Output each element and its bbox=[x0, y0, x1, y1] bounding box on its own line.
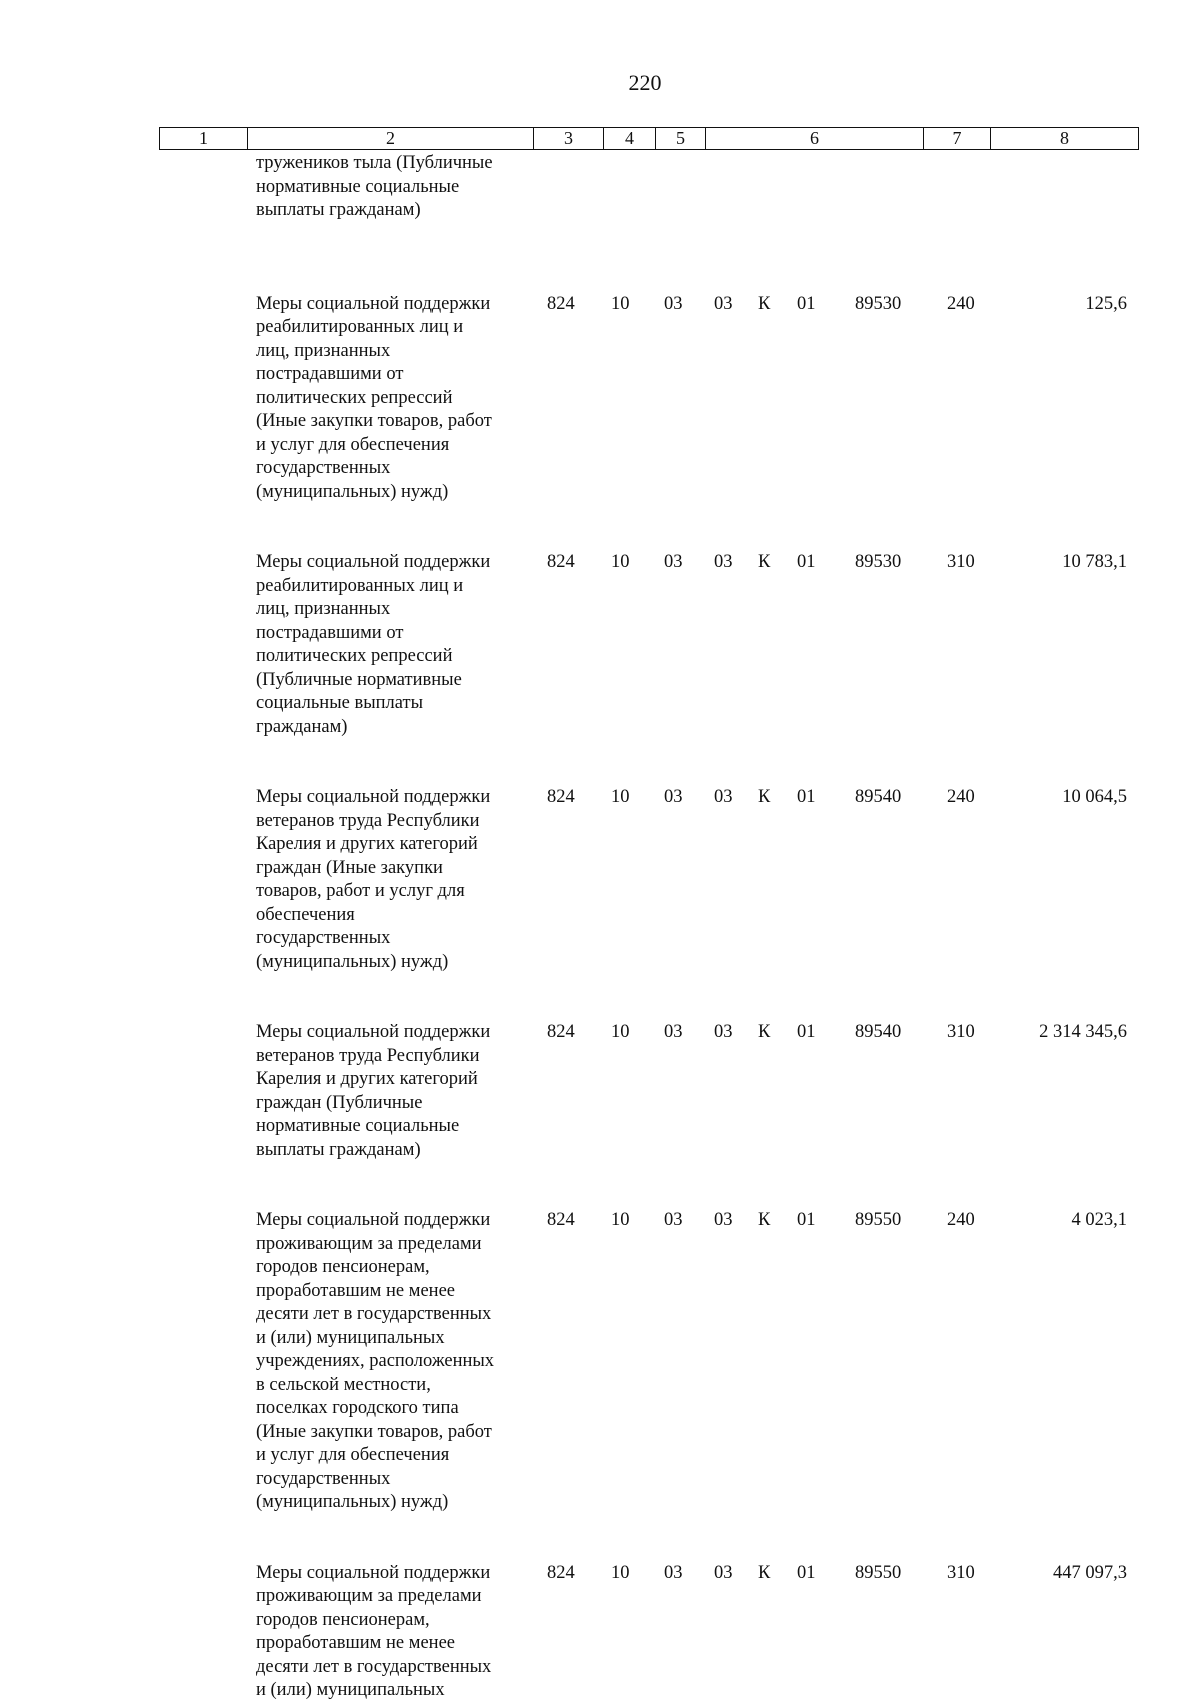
row-description bbox=[256, 1562, 518, 1703]
cell-c6a: 03 bbox=[714, 1562, 733, 1583]
description-line: товаров, работ и услуг для bbox=[256, 881, 465, 901]
description-line: реабилитированных лиц и bbox=[256, 575, 464, 596]
description-line: граждан (Иные закупки bbox=[256, 857, 443, 878]
cell-c7: 240 bbox=[947, 1210, 975, 1230]
cell-c8: 447 097,3 bbox=[1053, 1562, 1127, 1583]
header-col-7: 7 bbox=[924, 128, 991, 149]
description-line: ветеранов труда Республики bbox=[256, 1045, 480, 1066]
description-line: и услуг для обеспечения bbox=[256, 1445, 450, 1465]
header-col-4: 4 bbox=[604, 128, 656, 149]
cell-c5: 03 bbox=[664, 1562, 683, 1583]
row-description bbox=[256, 293, 518, 505]
cell-c6c: 01 bbox=[797, 1562, 816, 1583]
cell-c7: 310 bbox=[947, 552, 975, 572]
description-line: лиц, признанных bbox=[256, 340, 391, 361]
cell-c6d: 89540 bbox=[855, 1022, 902, 1042]
description-line: пострадавшими от bbox=[256, 364, 404, 384]
cell-c4: 10 bbox=[611, 787, 630, 807]
cell-c3: 824 bbox=[547, 552, 575, 572]
cell-c3: 824 bbox=[547, 787, 575, 807]
description-line: социальные выплаты bbox=[256, 693, 424, 713]
cell-c4: 10 bbox=[611, 1022, 630, 1042]
description-line: политических репрессий bbox=[256, 646, 453, 666]
cell-c6b: К bbox=[758, 293, 771, 314]
header-col-3: 3 bbox=[534, 128, 604, 149]
description-line: городов пенсионерам, bbox=[256, 1257, 430, 1277]
cell-c6d: 89530 bbox=[855, 293, 902, 314]
header-col-2: 2 bbox=[248, 128, 534, 149]
description-line: Карелия и других категорий bbox=[256, 1069, 478, 1089]
row-description bbox=[256, 786, 518, 974]
table-row bbox=[0, 551, 1200, 739]
row-description bbox=[256, 152, 518, 223]
cell-c3: 824 bbox=[547, 1210, 575, 1230]
cell-c6b: К bbox=[758, 1562, 771, 1583]
page-number: 220 bbox=[628, 70, 662, 95]
cell-c6d: 89530 bbox=[855, 552, 902, 572]
cell-c4: 10 bbox=[611, 552, 630, 572]
header-col-8: 8 bbox=[1060, 128, 1069, 148]
description-line: проживающим за пределами bbox=[256, 1586, 482, 1606]
cell-c6c: 01 bbox=[797, 552, 816, 572]
description-line: нормативные социальные bbox=[256, 1116, 460, 1136]
cell-c6d: 89550 bbox=[855, 1210, 902, 1230]
description-line: выплаты гражданам) bbox=[256, 200, 421, 220]
description-line: (муниципальных) нужд) bbox=[256, 1492, 449, 1512]
header-col-1: 1 bbox=[160, 128, 248, 149]
cell-c8: 2 314 345,6 bbox=[1039, 1022, 1127, 1042]
cell-c3: 824 bbox=[547, 1022, 575, 1042]
description-line: выплаты гражданам) bbox=[256, 1139, 421, 1160]
cell-c5: 03 bbox=[664, 552, 683, 572]
description-line: проработавшим не менее bbox=[256, 1633, 455, 1653]
header-col-6: 6 bbox=[706, 128, 924, 149]
description-line: (муниципальных) нужд) bbox=[256, 481, 449, 502]
cell-c7: 310 bbox=[947, 1022, 975, 1042]
cell-c3: 824 bbox=[547, 1562, 575, 1583]
description-line: проживающим за пределами bbox=[256, 1233, 482, 1254]
cell-c6d: 89550 bbox=[855, 1562, 902, 1583]
table-row bbox=[0, 1021, 1200, 1162]
description-line: и (или) муниципальных bbox=[256, 1680, 445, 1700]
description-line: Карелия и других категорий bbox=[256, 834, 478, 854]
cell-c8: 10 064,5 bbox=[1062, 787, 1127, 807]
cell-c5: 03 bbox=[664, 1210, 683, 1230]
cell-c5: 03 bbox=[664, 1022, 683, 1042]
description-line: городов пенсионерам, bbox=[256, 1609, 430, 1630]
description-line: лиц, признанных bbox=[256, 599, 391, 619]
cell-c6b: К bbox=[758, 787, 771, 807]
cell-c6c: 01 bbox=[797, 293, 816, 314]
description-line: Меры социальной поддержки bbox=[256, 1562, 491, 1583]
description-line: граждан (Публичные bbox=[256, 1092, 423, 1113]
description-line: политических репрессий bbox=[256, 387, 453, 408]
table-row bbox=[0, 293, 1200, 505]
cell-c7: 240 bbox=[947, 293, 975, 314]
description-line: Меры социальной поддержки bbox=[256, 787, 491, 807]
table-row bbox=[0, 1562, 1200, 1703]
table-row bbox=[0, 1209, 1200, 1515]
description-line: пострадавшими от bbox=[256, 622, 404, 643]
table-header bbox=[159, 127, 1139, 150]
description-line: (Публичные нормативные bbox=[256, 669, 462, 690]
cell-c6d: 89540 bbox=[855, 787, 902, 807]
row-description bbox=[256, 1021, 518, 1162]
description-line: ветеранов труда Республики bbox=[256, 810, 480, 831]
cell-c6a: 03 bbox=[714, 1210, 733, 1230]
cell-c6c: 01 bbox=[797, 1022, 816, 1042]
description-line: (муниципальных) нужд) bbox=[256, 951, 449, 972]
cell-c8: 125,6 bbox=[1085, 293, 1127, 314]
cell-c4: 10 bbox=[611, 293, 630, 314]
cell-c8: 4 023,1 bbox=[1071, 1210, 1127, 1230]
description-line: проработавшим не менее bbox=[256, 1280, 455, 1301]
description-line: (Иные закупки товаров, работ bbox=[256, 411, 492, 431]
description-line: десяти лет в государственных bbox=[256, 1304, 492, 1324]
description-line: учреждениях, расположенных bbox=[256, 1351, 495, 1371]
description-line: гражданам) bbox=[256, 716, 348, 737]
row-description bbox=[256, 551, 518, 739]
cell-c7: 240 bbox=[947, 787, 975, 807]
cell-c5: 03 bbox=[664, 787, 683, 807]
row-description bbox=[256, 1209, 518, 1515]
description-line: Меры социальной поддержки bbox=[256, 1022, 491, 1042]
cell-c6c: 01 bbox=[797, 787, 816, 807]
description-line: и (или) муниципальных bbox=[256, 1327, 445, 1348]
description-line: Меры социальной поддержки bbox=[256, 1210, 491, 1230]
cell-c7: 310 bbox=[947, 1562, 975, 1583]
description-line: поселках городского типа bbox=[256, 1398, 459, 1418]
description-line: государственных bbox=[256, 458, 391, 478]
description-line: нормативные социальные bbox=[256, 176, 460, 197]
cell-c8: 10 783,1 bbox=[1062, 552, 1127, 572]
description-line: в сельской местности, bbox=[256, 1374, 431, 1395]
description-line: и услуг для обеспечения bbox=[256, 434, 450, 455]
description-line: государственных bbox=[256, 1468, 391, 1489]
cell-c4: 10 bbox=[611, 1210, 630, 1230]
table-row bbox=[0, 152, 1200, 223]
description-line: реабилитированных лиц и bbox=[256, 317, 464, 337]
cell-c6a: 03 bbox=[714, 552, 733, 572]
cell-c6b: К bbox=[758, 1210, 771, 1230]
description-line: тружеников тыла (Публичные bbox=[256, 153, 493, 173]
cell-c4: 10 bbox=[611, 1562, 630, 1583]
cell-c6c: 01 bbox=[797, 1210, 816, 1230]
description-line: (Иные закупки товаров, работ bbox=[256, 1421, 492, 1442]
description-line: государственных bbox=[256, 928, 391, 948]
cell-c6a: 03 bbox=[714, 1022, 733, 1042]
cell-c6a: 03 bbox=[714, 787, 733, 807]
cell-c6b: К bbox=[758, 552, 771, 572]
header-col-5: 5 bbox=[656, 128, 706, 149]
description-line: Меры социальной поддержки bbox=[256, 552, 491, 572]
cell-c6a: 03 bbox=[714, 293, 733, 314]
table-row bbox=[0, 786, 1200, 974]
description-line: Меры социальной поддержки bbox=[256, 293, 491, 314]
description-line: обеспечения bbox=[256, 904, 355, 925]
cell-c5: 03 bbox=[664, 293, 683, 314]
cell-c3: 824 bbox=[547, 293, 575, 314]
description-line: десяти лет в государственных bbox=[256, 1656, 492, 1677]
cell-c6b: К bbox=[758, 1022, 771, 1042]
